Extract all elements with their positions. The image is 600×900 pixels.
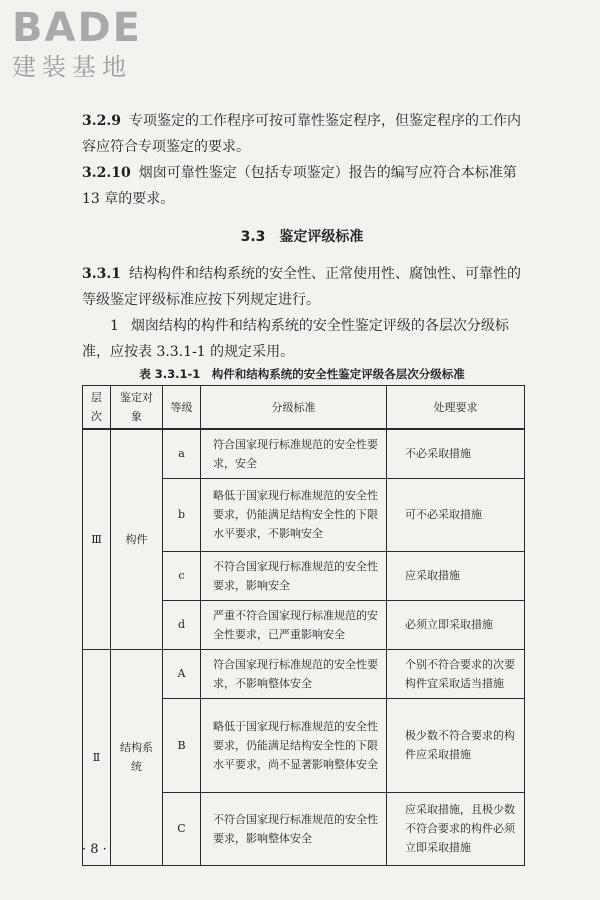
item-text: 烟囱结构的构件和结构系统的安全性鉴定评级的各层次分级标准，应按表 3.3.1-1 的规定采用。 xyxy=(82,318,509,360)
action-cell: 个别不符合要求的次要构件宜采取适当措施 xyxy=(387,649,525,698)
standard-cell: 严重不符合国家现行标准规范的安全性要求，已严重影响安全 xyxy=(201,600,387,649)
grade-cell: c xyxy=(163,551,201,600)
clause-3-2-9 xyxy=(82,108,522,160)
header-action: 处理要求 xyxy=(387,386,525,430)
clause-3-3-1 xyxy=(82,261,522,313)
bade-logo xyxy=(12,5,182,82)
action-cell: 不必采取措施 xyxy=(387,429,525,478)
clause-3-2-10 xyxy=(82,160,522,212)
table-caption: 表 3.3.1-1 构件和结构系统的安全性鉴定评级各层次分级标准 xyxy=(139,367,465,381)
grade-cell: a xyxy=(163,429,201,478)
page-number: · 8 · xyxy=(82,842,107,857)
header-standard: 分级标准 xyxy=(201,386,387,430)
grade-cell: A xyxy=(163,649,201,698)
action-cell: 应采取措施，且极少数不符合要求的构件必须立即采取措施 xyxy=(387,792,525,865)
item-1 xyxy=(82,313,522,365)
clause-number: 3.2.10 xyxy=(82,165,131,181)
grade-cell: B xyxy=(163,698,201,792)
item-number: 1 xyxy=(110,318,119,334)
section-heading xyxy=(82,226,522,246)
header-object: 鉴定对象 xyxy=(111,386,163,430)
section-title-text: 鉴定评级标准 xyxy=(279,229,364,245)
logo-brand: BADE xyxy=(12,5,142,51)
clause-text: 烟囱可靠性鉴定（包括专项鉴定）报告的编写应符合本标准第 13 章的要求。 xyxy=(82,165,517,207)
object-cell: 结构系统 xyxy=(111,649,163,865)
standard-cell: 略低于国家现行标准规范的安全性要求，仍能满足结构安全性的下限水平要求，尚不显著影响整体安全 xyxy=(201,698,387,792)
action-cell: 必须立即采取措施 xyxy=(387,600,525,649)
table-row xyxy=(83,649,525,698)
header-grade: 等级 xyxy=(163,386,201,430)
action-cell: 极少数不符合要求的构件应采取措施 xyxy=(387,698,525,792)
level-cell: Ⅲ xyxy=(83,429,111,649)
grade-cell: d xyxy=(163,600,201,649)
section-number: 3.3 xyxy=(240,229,266,245)
grade-cell: C xyxy=(163,792,201,865)
standard-cell: 符合国家现行标准规范的安全性要求，不影响整体安全 xyxy=(201,649,387,698)
safety-grading-table xyxy=(82,385,525,866)
clause-text: 专项鉴定的工作程序可按可靠性鉴定程序，但鉴定程序的工作内容应符合专项鉴定的要求。 xyxy=(82,113,521,155)
standard-cell: 不符合国家现行标准规范的安全性要求，影响安全 xyxy=(201,551,387,600)
grade-cell: b xyxy=(163,478,201,551)
clause-number: 3.2.9 xyxy=(82,113,121,129)
level-cell: Ⅱ xyxy=(83,649,111,865)
table-row xyxy=(83,429,525,478)
object-cell: 构件 xyxy=(111,429,163,649)
logo-subtitle: 建装基地 xyxy=(12,53,132,81)
action-cell: 可不必采取措施 xyxy=(387,478,525,551)
standard-cell: 符合国家现行标准规范的安全性要求，安全 xyxy=(201,429,387,478)
clause-text: 结构构件和结构系统的安全性、正常使用性、腐蚀性、可靠性的等级鉴定评级标准应按下列规定进行。 xyxy=(82,266,521,308)
clause-number: 3.3.1 xyxy=(82,266,121,282)
standard-cell: 略低于国家现行标准规范的安全性要求，仍能满足结构安全性的下限水平要求，不影响安全 xyxy=(201,478,387,551)
header-level: 层次 xyxy=(83,386,111,430)
table-header-row xyxy=(83,386,525,430)
standard-cell: 不符合国家现行标准规范的安全性要求，影响整体安全 xyxy=(201,792,387,865)
action-cell: 应采取措施 xyxy=(387,551,525,600)
